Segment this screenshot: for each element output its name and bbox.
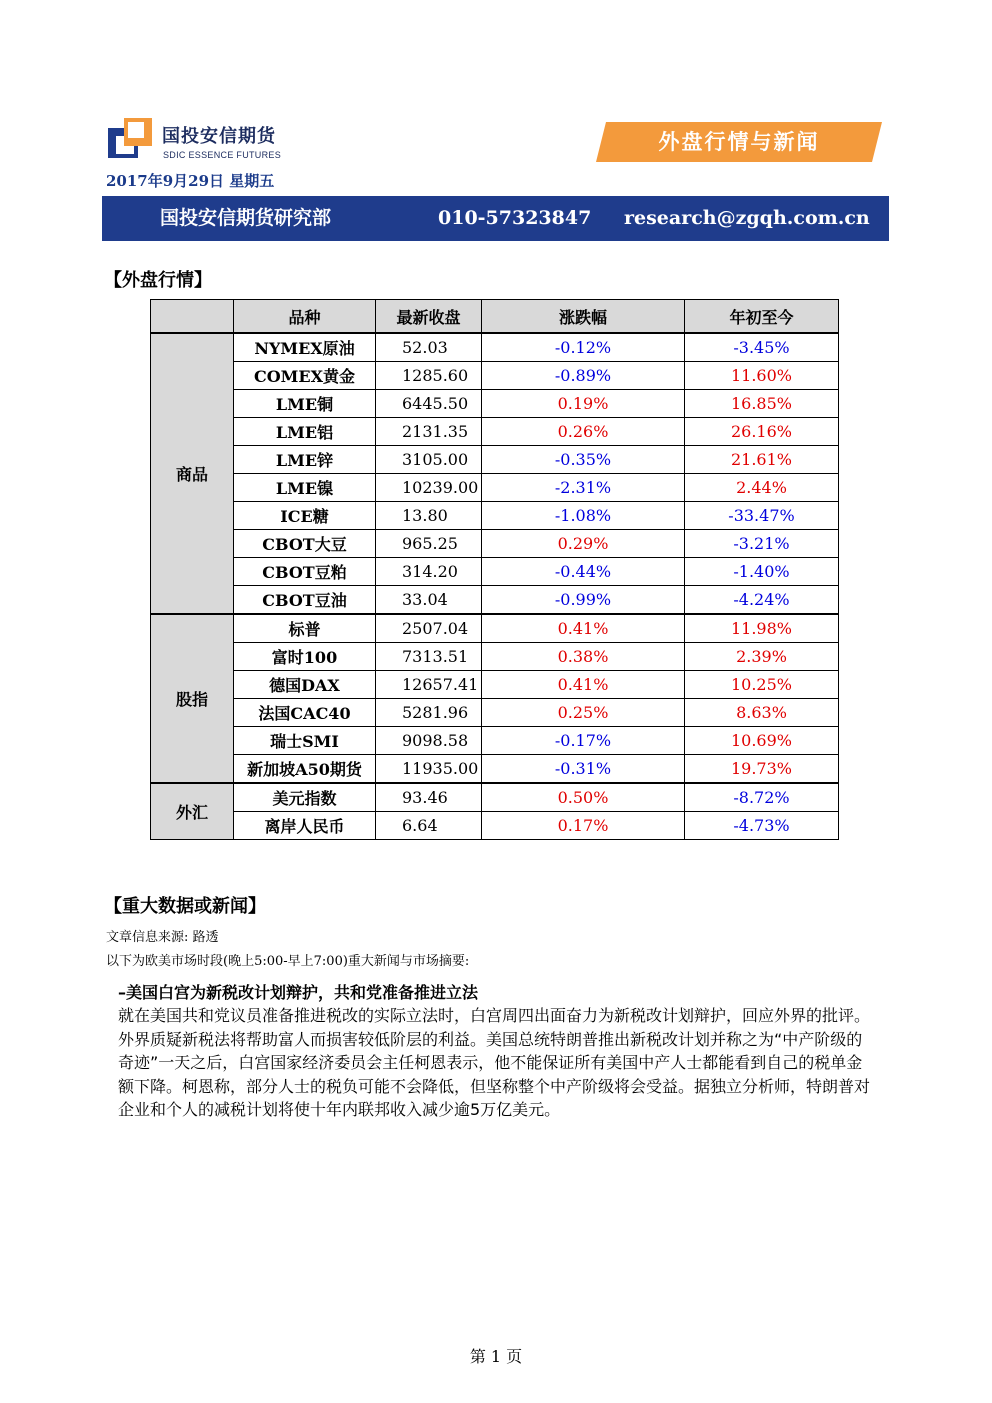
daily-change: -1.08% [482, 502, 685, 530]
table-row [151, 362, 839, 390]
daily-change: -0.12% [482, 333, 685, 362]
logo-name-en: SDIC ESSENCE FUTURES [163, 150, 282, 160]
header-ytd: 年初至今 [685, 300, 839, 334]
contact-bar [102, 196, 889, 241]
table-row [151, 614, 839, 643]
close-price: 6.64 [376, 812, 482, 840]
daily-change: -0.99% [482, 586, 685, 615]
daily-change: 0.29% [482, 530, 685, 558]
banner-title: 外盘行情与新闻 [658, 129, 820, 154]
close-price: 52.03 [376, 333, 482, 362]
ytd-change: 21.61% [685, 446, 839, 474]
instrument-name: NYMEX原油 [234, 333, 376, 362]
ytd-change: 2.44% [685, 474, 839, 502]
header-group [151, 300, 234, 334]
table-row [151, 812, 839, 840]
close-price: 314.20 [376, 558, 482, 586]
ytd-change: -3.45% [685, 333, 839, 362]
instrument-name: 法国CAC40 [234, 699, 376, 727]
ytd-change: -1.40% [685, 558, 839, 586]
close-price: 3105.00 [376, 446, 482, 474]
page-number: 第 1 页 [469, 1347, 523, 1366]
daily-change: -2.31% [482, 474, 685, 502]
ytd-change: -4.73% [685, 812, 839, 840]
ytd-change: 19.73% [685, 755, 839, 784]
close-price: 1285.60 [376, 362, 482, 390]
close-price: 13.80 [376, 502, 482, 530]
close-price: 2507.04 [376, 614, 482, 643]
instrument-name: 新加坡A50期货 [234, 755, 376, 784]
ytd-change: 11.98% [685, 614, 839, 643]
group-commodities [151, 333, 839, 614]
daily-change: -0.89% [482, 362, 685, 390]
ytd-change: -4.24% [685, 586, 839, 615]
instrument-name: LME锌 [234, 446, 376, 474]
header-close: 最新收盘 [376, 300, 482, 334]
table-row [151, 586, 839, 615]
table-row [151, 558, 839, 586]
ytd-change: -8.72% [685, 783, 839, 812]
email-link[interactable]: research@zgqh.com.cn [624, 207, 870, 229]
table-row [151, 390, 839, 418]
instrument-name: ICE糖 [234, 502, 376, 530]
table-row [151, 755, 839, 784]
news-section-title: 【重大数据或新闻】 [104, 896, 266, 917]
ytd-change: -3.21% [685, 530, 839, 558]
instrument-name: LME镍 [234, 474, 376, 502]
report-date: 2017年9月29日 星期五 [106, 172, 275, 190]
group-label: 外汇 [151, 783, 234, 840]
news-item [118, 982, 878, 1122]
logo-name-cn: 国投安信期货 [162, 126, 276, 147]
phone-number: 010-57323847 [438, 207, 592, 229]
close-price: 33.04 [376, 586, 482, 615]
group-indices [151, 614, 839, 783]
close-price: 9098.58 [376, 727, 482, 755]
close-price: 965.25 [376, 530, 482, 558]
instrument-name: CBOT大豆 [234, 530, 376, 558]
ytd-change: 10.25% [685, 671, 839, 699]
table-row [151, 333, 839, 362]
table-row [151, 530, 839, 558]
table-row [151, 727, 839, 755]
close-price: 93.46 [376, 783, 482, 812]
instrument-name: CBOT豆油 [234, 586, 376, 615]
instrument-name: CBOT豆粕 [234, 558, 376, 586]
instrument-name: LME铜 [234, 390, 376, 418]
daily-change: -0.17% [482, 727, 685, 755]
company-logo [108, 118, 308, 166]
market-section-title: 【外盘行情】 [104, 270, 212, 291]
instrument-name: 美元指数 [234, 783, 376, 812]
daily-change: -0.35% [482, 446, 685, 474]
instrument-name: 离岸人民币 [234, 812, 376, 840]
group-label: 股指 [151, 614, 234, 783]
table-row [151, 671, 839, 699]
table-row [151, 643, 839, 671]
title-banner [596, 122, 882, 162]
daily-change: 0.50% [482, 783, 685, 812]
close-price: 12657.41 [376, 671, 482, 699]
table-row [151, 699, 839, 727]
instrument-name: 德国DAX [234, 671, 376, 699]
daily-change: 0.38% [482, 643, 685, 671]
daily-change: 0.19% [482, 390, 685, 418]
ytd-change: 11.60% [685, 362, 839, 390]
ytd-change: 16.85% [685, 390, 839, 418]
daily-change: 0.25% [482, 699, 685, 727]
ytd-change: 8.63% [685, 699, 839, 727]
news-headline: –美国白宫为新税改计划辩护，共和党准备推进立法 [118, 983, 479, 1002]
daily-change: 0.41% [482, 614, 685, 643]
ytd-change: 2.39% [685, 643, 839, 671]
market-table [150, 299, 839, 840]
table-header-row [151, 300, 839, 334]
close-price: 2131.35 [376, 418, 482, 446]
news-source: 文章信息来源: 路透 [106, 930, 219, 945]
daily-change: 0.17% [482, 812, 685, 840]
close-price: 10239.00 [376, 474, 482, 502]
instrument-name: 瑞士SMI [234, 727, 376, 755]
close-price: 5281.96 [376, 699, 482, 727]
group-fx [151, 783, 839, 840]
table-row [151, 418, 839, 446]
header-change: 涨跌幅 [482, 300, 685, 334]
header-instrument: 品种 [234, 300, 376, 334]
daily-change: -0.31% [482, 755, 685, 784]
dept-name: 国投安信期货研究部 [160, 207, 332, 229]
instrument-name: 标普 [234, 614, 376, 643]
close-price: 7313.51 [376, 643, 482, 671]
ytd-change: 26.16% [685, 418, 839, 446]
close-price: 6445.50 [376, 390, 482, 418]
group-label: 商品 [151, 333, 234, 614]
logo-mark-icon [108, 118, 154, 162]
news-body: 就在美国共和党议员准备推进税改的实际立法时，白宫周四出面奋力为新税改计划辩护，回应外界的批评。外界质疑新税法将帮助富人而损害较低阶层的利益。美国总统特朗普推出新税改计划并称之为“中产阶级的奇迹”一天之后，白宫国家经济委员会主任柯恩表示，他不能保证所有美国中产人士都能看到自己的税单金额下降。柯恩称，部分人士的税负可能不会降低，但坚称整个中产阶级将会受益。据独立分析师，特朗普对企业和个人的减税计划将使十年内联邦收入减少逾5万亿美元。 [118, 1006, 871, 1119]
instrument-name: 富时100 [234, 643, 376, 671]
news-intro: 以下为欧美市场时段(晚上5:00-早上7:00)重大新闻与市场摘要: [106, 954, 470, 969]
ytd-change: -33.47% [685, 502, 839, 530]
table-row [151, 502, 839, 530]
daily-change: 0.41% [482, 671, 685, 699]
daily-change: 0.26% [482, 418, 685, 446]
close-price: 11935.00 [376, 755, 482, 784]
table-row [151, 783, 839, 812]
instrument-name: COMEX黄金 [234, 362, 376, 390]
table-row [151, 474, 839, 502]
ytd-change: 10.69% [685, 727, 839, 755]
daily-change: -0.44% [482, 558, 685, 586]
table-row [151, 446, 839, 474]
instrument-name: LME铝 [234, 418, 376, 446]
